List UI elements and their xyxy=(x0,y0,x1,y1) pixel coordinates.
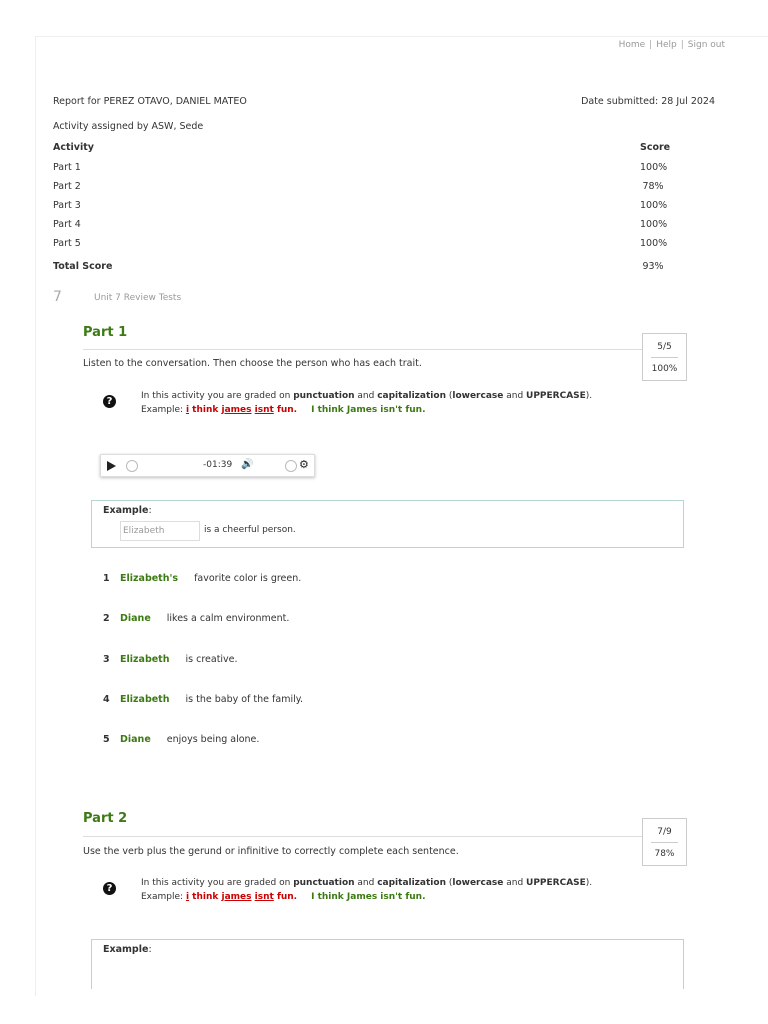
item-text: is creative. xyxy=(185,654,238,665)
help-link[interactable]: Help xyxy=(656,40,677,50)
part2-divider xyxy=(83,836,643,837)
part1-example-box xyxy=(91,500,684,548)
volume-slider-handle[interactable] xyxy=(285,460,297,472)
unit-title: Unit 7 Review Tests xyxy=(94,293,182,303)
wrong-example-fun: fun. xyxy=(273,405,298,415)
help-icon[interactable]: ? xyxy=(103,395,116,408)
item-text: enjoys being alone. xyxy=(166,734,260,745)
item-answer: Elizabeth xyxy=(120,694,170,705)
total-score-row xyxy=(53,261,715,272)
example-answer-field: Elizabeth xyxy=(120,521,200,541)
grading-note xyxy=(141,389,592,417)
activity-name: Part 3 xyxy=(53,200,81,211)
list-item xyxy=(103,694,303,705)
note-text: In this activity you are graded on xyxy=(141,391,294,401)
grading-note-line1 xyxy=(141,876,592,890)
play-icon[interactable] xyxy=(107,461,116,471)
gear-icon[interactable]: ⚙ xyxy=(299,458,309,471)
item-answer: Diane xyxy=(120,613,151,624)
part2-instruction: Use the verb plus the gerund or infinitive to correctly complete each sentence. xyxy=(83,846,459,857)
link-separator: | xyxy=(649,40,653,50)
grading-note-example xyxy=(141,890,592,904)
report-row[interactable] xyxy=(53,219,715,230)
wrong-example-james: james xyxy=(221,892,252,902)
item-answer: Elizabeth xyxy=(120,654,170,665)
note-text: and xyxy=(354,878,378,888)
grading-note xyxy=(141,876,592,904)
activity-name: Part 1 xyxy=(53,162,81,173)
note-punctuation: punctuation xyxy=(293,391,355,401)
activity-score: 100% xyxy=(640,162,668,173)
link-separator: | xyxy=(680,40,684,50)
volume-icon[interactable]: 🔊 xyxy=(241,459,254,470)
item-answer: Diane xyxy=(120,734,151,745)
item-number: 1 xyxy=(103,573,110,584)
activity-score: 100% xyxy=(640,200,668,211)
activity-score: 100% xyxy=(640,238,668,249)
note-capitalization: capitalization xyxy=(377,391,446,401)
report-for-label: Report for PEREZ OTAVO, DANIEL MATEO xyxy=(53,96,247,107)
seek-slider-handle[interactable] xyxy=(126,460,138,472)
part2-score-percent: 78% xyxy=(654,849,675,859)
home-link[interactable]: Home xyxy=(618,40,646,50)
audio-player xyxy=(100,454,315,477)
note-example-label: Example: xyxy=(141,892,186,902)
item-text: favorite color is green. xyxy=(194,573,302,584)
part1-divider xyxy=(83,349,643,350)
correct-example: I think James isn't fun. xyxy=(311,405,426,415)
note-text: and xyxy=(503,391,527,401)
report-row[interactable] xyxy=(53,238,715,249)
example-label-colon: : xyxy=(148,505,152,516)
note-capitalization: capitalization xyxy=(377,878,446,888)
note-text: ). xyxy=(585,391,593,401)
note-uppercase: UPPERCASE xyxy=(526,878,586,888)
part2-score-fraction: 7/9 xyxy=(657,827,672,837)
example-label-text: Example xyxy=(103,944,149,955)
item-number: 2 xyxy=(103,613,110,624)
part1-score-percent: 100% xyxy=(651,364,678,374)
report-row[interactable] xyxy=(53,162,715,173)
report-header-row xyxy=(53,96,715,107)
note-text: and xyxy=(354,391,378,401)
wrong-example-james: james xyxy=(221,405,252,415)
wrong-example-fun: fun. xyxy=(273,892,298,902)
assigned-by-row xyxy=(53,121,715,132)
activity-column-header: Activity xyxy=(53,142,94,153)
part1-title: Part 1 xyxy=(83,325,128,340)
total-score-value: 93% xyxy=(642,261,664,272)
correct-example: I think James isn't fun. xyxy=(311,892,426,902)
note-text: ( xyxy=(445,878,453,888)
example-label xyxy=(103,505,152,516)
list-item xyxy=(103,573,301,584)
wrong-example-think: think xyxy=(189,405,222,415)
part2-example-box xyxy=(91,939,684,989)
item-text: likes a calm environment. xyxy=(166,613,290,624)
time-remaining: -01:39 xyxy=(203,460,233,470)
assigned-by-label: Activity assigned by ASW, Sede xyxy=(53,121,204,132)
example-label-text: Example xyxy=(103,505,149,516)
activity-score: 78% xyxy=(642,181,664,192)
list-item xyxy=(103,734,259,745)
report-table-header xyxy=(53,142,715,153)
note-text: and xyxy=(503,878,527,888)
grading-note-line1 xyxy=(141,389,592,403)
activity-name: Part 5 xyxy=(53,238,81,249)
total-score-label: Total Score xyxy=(53,261,113,272)
header-links xyxy=(619,40,725,50)
score-divider xyxy=(651,357,678,358)
note-text: ( xyxy=(445,391,453,401)
report-row[interactable] xyxy=(53,200,715,211)
note-text: In this activity you are graded on xyxy=(141,878,294,888)
list-item xyxy=(103,654,238,665)
activity-name: Part 4 xyxy=(53,219,81,230)
item-answer: Elizabeth's xyxy=(120,573,179,584)
help-icon[interactable]: ? xyxy=(103,882,116,895)
note-uppercase: UPPERCASE xyxy=(526,391,586,401)
example-sentence: is a cheerful person. xyxy=(204,525,296,535)
score-divider xyxy=(651,842,678,843)
part2-score-box xyxy=(642,818,687,866)
example-label xyxy=(103,944,152,955)
part2-title: Part 2 xyxy=(83,811,128,826)
score-column-header: Score xyxy=(640,142,671,153)
sign-out-link[interactable]: Sign out xyxy=(687,40,725,50)
report-row[interactable] xyxy=(53,181,715,192)
activity-score: 100% xyxy=(640,219,668,230)
item-number: 5 xyxy=(103,734,110,745)
wrong-example-isnt: isnt xyxy=(254,405,274,415)
list-item xyxy=(103,613,289,624)
example-label-colon: : xyxy=(148,944,152,955)
note-example-label: Example: xyxy=(141,405,186,415)
date-submitted: Date submitted: 28 Jul 2024 xyxy=(581,96,715,107)
wrong-example-i: i xyxy=(185,405,190,415)
note-lowercase: lowercase xyxy=(452,391,504,401)
part1-score-box xyxy=(642,333,687,381)
activity-name: Part 2 xyxy=(53,181,81,192)
grading-note-example xyxy=(141,403,592,417)
part1-score-fraction: 5/5 xyxy=(657,342,672,352)
wrong-example-isnt: isnt xyxy=(254,892,274,902)
note-text: ). xyxy=(585,878,593,888)
note-punctuation: punctuation xyxy=(293,878,355,888)
unit-number: 7 xyxy=(53,289,62,305)
item-number: 3 xyxy=(103,654,110,665)
part1-instruction: Listen to the conversation. Then choose the person who has each trait. xyxy=(83,358,422,369)
wrong-example-i: i xyxy=(185,892,190,902)
item-number: 4 xyxy=(103,694,110,705)
note-lowercase: lowercase xyxy=(452,878,504,888)
wrong-example-think: think xyxy=(189,892,222,902)
item-text: is the baby of the family. xyxy=(185,694,304,705)
